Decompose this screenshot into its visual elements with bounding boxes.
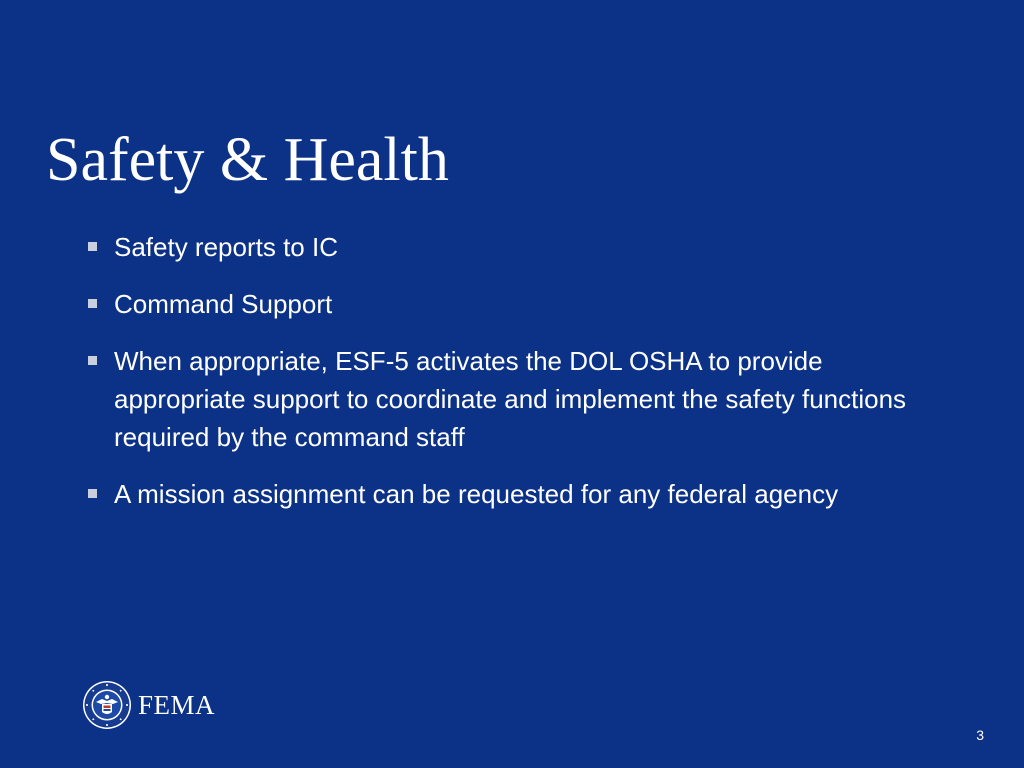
dhs-seal-icon <box>82 680 132 730</box>
fema-logo <box>82 680 215 730</box>
bullet-text: When appropriate, ESF-5 activates the DOL OSHA to provide appropriate support to coordinate and implement the safety functions required by the command staff <box>114 346 907 452</box>
bullet-list <box>88 228 908 532</box>
bullet-item <box>88 475 908 513</box>
page-number: 3 <box>976 727 984 743</box>
square-bullet-icon <box>88 299 97 308</box>
bullet-text: Command Support <box>114 289 333 319</box>
bullet-text: A mission assignment can be requested for any federal agency <box>114 479 839 509</box>
bullet-item <box>88 285 908 323</box>
fema-logo-text: FEMA <box>138 690 216 720</box>
square-bullet-icon <box>88 356 97 365</box>
bullet-text: Safety reports to IC <box>114 232 338 262</box>
square-bullet-icon <box>88 242 97 251</box>
bullet-item <box>88 228 908 266</box>
square-bullet-icon <box>88 489 97 498</box>
bullet-item <box>88 342 908 456</box>
slide-title: Safety & Health <box>46 126 449 194</box>
